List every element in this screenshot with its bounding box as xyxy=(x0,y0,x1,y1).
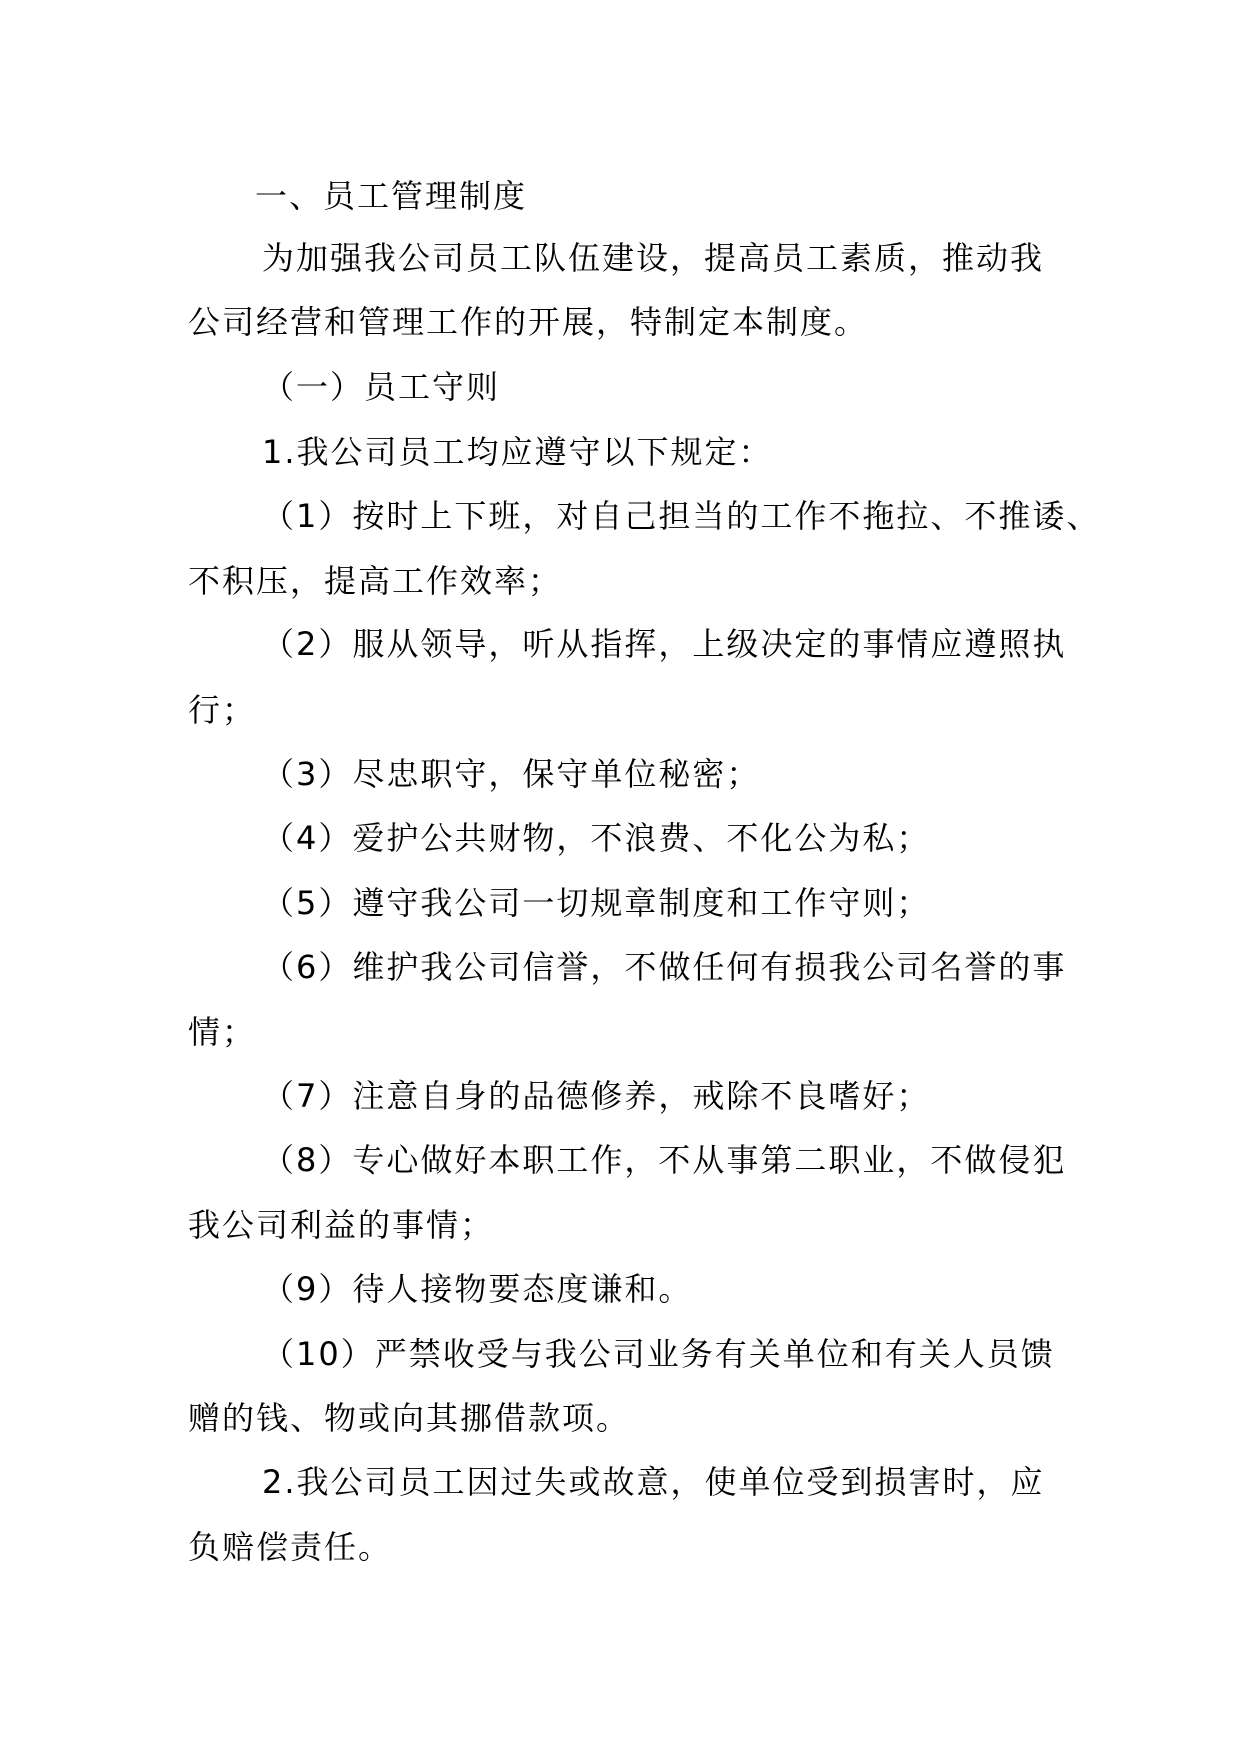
rule-subitem: （5）遵守我公司一切规章制度和工作守则； xyxy=(262,884,931,922)
subsection-heading: （一）员工守则 xyxy=(262,368,501,406)
rule-subitem: （7）注意自身的品德修养，戒除不良嗜好； xyxy=(262,1077,931,1115)
rule-item: 2.我公司员工因过失或故意，使单位受到损害时，应 xyxy=(262,1463,1045,1501)
rule-subitem: （8）专心做好本职工作，不从事第二职业，不做侵犯 xyxy=(262,1141,1067,1179)
rule-subitem-cont: 行； xyxy=(188,691,257,729)
rule-subitem: （9）待人接物要态度谦和。 xyxy=(262,1270,693,1308)
rule-item: 1.我公司员工均应遵守以下规定： xyxy=(262,433,773,471)
rule-subitem-cont: 不积压，提高工作效率； xyxy=(188,562,563,600)
rule-subitem-cont: 赠的钱、物或向其挪借款项。 xyxy=(188,1399,631,1437)
rule-subitem: （1）按时上下班，对自己担当的工作不拖拉、不推诿、 xyxy=(262,497,1101,535)
rule-item-cont: 负赔偿责任。 xyxy=(188,1528,393,1566)
rule-subitem-cont: 我公司利益的事情； xyxy=(188,1206,495,1244)
paragraph-line: 公司经营和管理工作的开展，特制定本制度。 xyxy=(188,303,869,341)
section-heading: 一、员工管理制度 xyxy=(255,177,528,215)
rule-subitem: （4）爱护公共财物，不浪费、不化公为私； xyxy=(262,819,931,857)
rule-subitem: （3）尽忠职守，保守单位秘密； xyxy=(262,755,761,793)
rule-subitem: （6）维护我公司信誉，不做任何有损我公司名誉的事 xyxy=(262,948,1067,986)
paragraph-line: 为加强我公司员工队伍建设，提高员工素质，推动我 xyxy=(262,239,1045,277)
rule-subitem: （2）服从领导，听从指挥，上级决定的事情应遵照执 xyxy=(262,625,1067,663)
rule-subitem: （10）严禁收受与我公司业务有关单位和有关人员馈 xyxy=(262,1335,1055,1373)
rule-subitem-cont: 情； xyxy=(188,1013,257,1051)
